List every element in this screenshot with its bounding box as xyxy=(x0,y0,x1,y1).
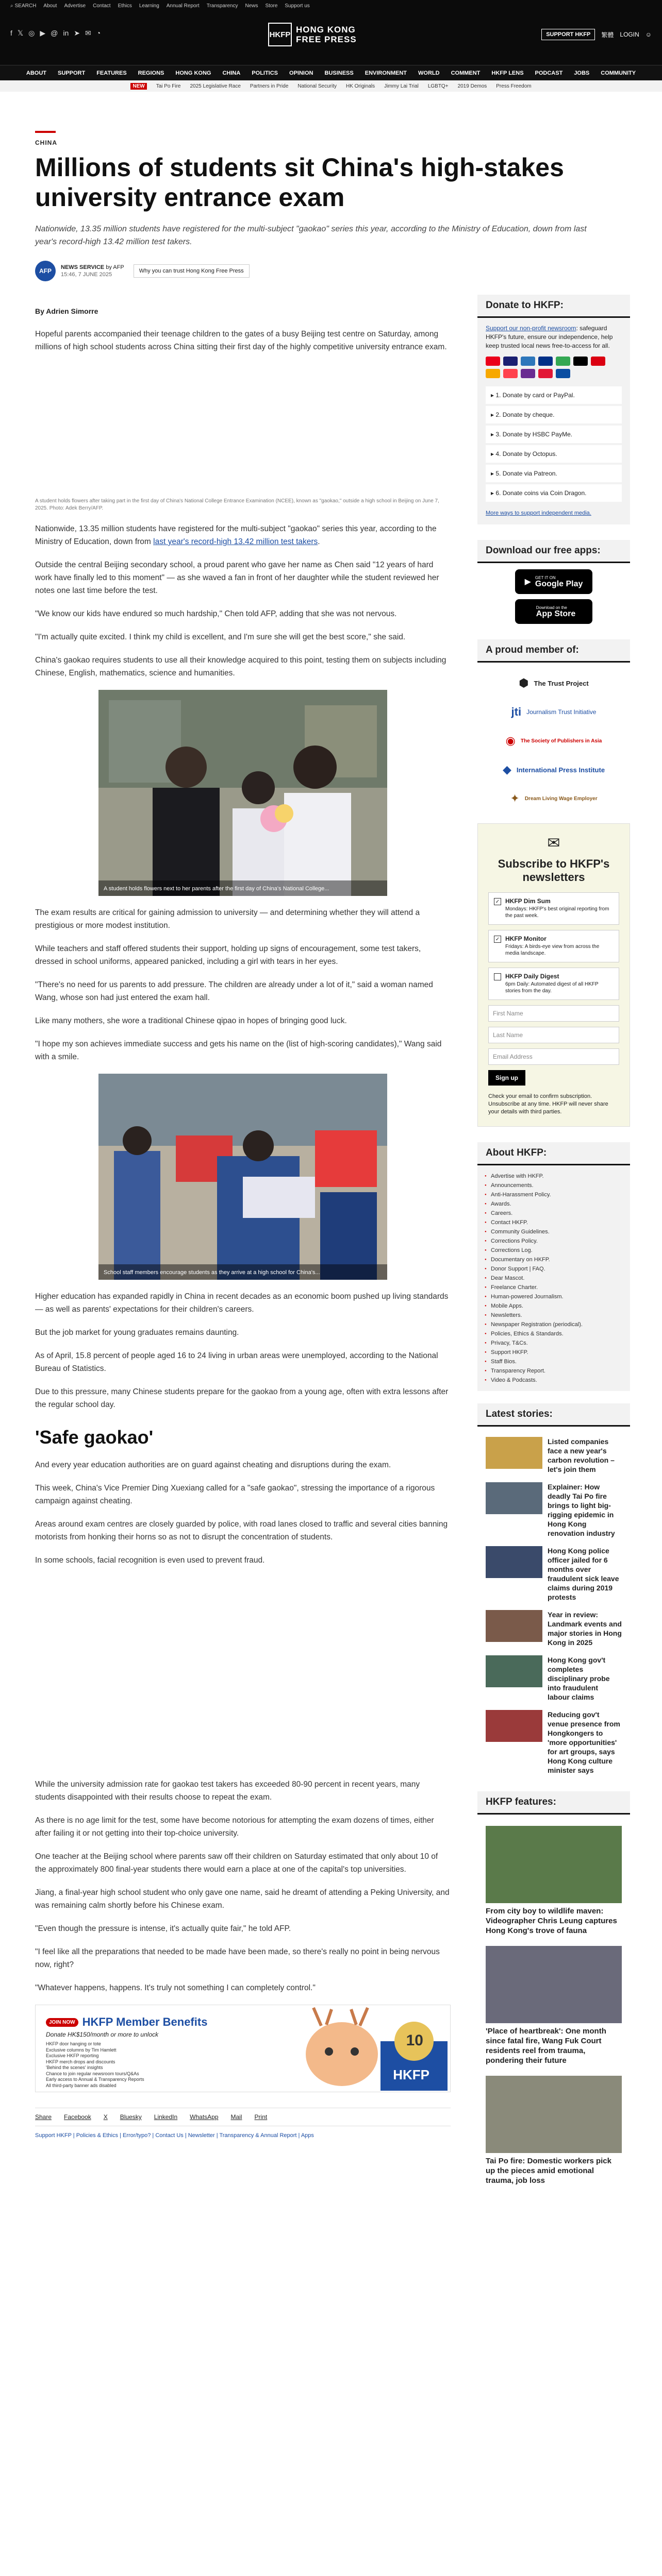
paragraph: In some schools, facial recognition is even used to prevent fraud. xyxy=(35,1556,265,1565)
about-link[interactable]: ● Careers. xyxy=(477,1209,630,1218)
rss-icon[interactable]: ◔ xyxy=(96,29,101,37)
instagram-icon[interactable]: ◎ xyxy=(28,29,35,37)
share-bluesky[interactable]: Bluesky xyxy=(120,2113,142,2121)
benefit-item: Exclusive HKFP reporting xyxy=(46,2053,99,2058)
share-mail[interactable]: Mail xyxy=(230,2113,242,2121)
source-label: NEWS SERVICE xyxy=(61,264,105,270)
new-badge: NEW xyxy=(130,83,146,90)
signup-button[interactable]: Sign up xyxy=(488,1070,525,1086)
paragraph: "We know our kids have endured so much hardship," Chen told AFP, adding that she was not nervous. xyxy=(35,609,397,618)
photo-staff xyxy=(98,1074,387,1280)
trending-item[interactable]: Tai Po Fire xyxy=(156,83,181,89)
publish-date: 15:46, 7 JUNE 2025 xyxy=(61,272,112,278)
latest-story[interactable]: Reducing gov't venue presence from Hongkongers to 'more opportunities' for art groups, says Hong Kong culture minister says xyxy=(477,1706,630,1779)
donate-option[interactable]: ▸ 3. Donate by HSBC PayMe. xyxy=(486,426,622,443)
nav-comment[interactable]: COMMENT xyxy=(451,70,481,76)
about-link[interactable]: ● Human-powered Journalism. xyxy=(477,1292,630,1301)
topbar-store[interactable]: Store xyxy=(265,3,278,9)
topbar-support[interactable]: Support us xyxy=(285,3,310,9)
share-whatsapp[interactable]: WhatsApp xyxy=(190,2113,219,2121)
latest-story[interactable]: Explainer: How deadly Tai Po fire brings to light big-rigging epidemic in Hong Kong renovation industry xyxy=(477,1478,630,1542)
trending-item[interactable]: Jimmy Lai Trial xyxy=(384,83,419,89)
user-icon[interactable]: ☺ xyxy=(645,31,652,38)
benefit-item: All third-party banner ads disabled xyxy=(46,2082,117,2088)
paragraph: China's gaokao requires students to use all their knowledge acquired to this point, testing them on subjects including Chinese, English, mathematics, science and humanities. xyxy=(35,656,446,677)
donate-intro-link[interactable]: Support our non-profit newsroom xyxy=(486,325,576,332)
paragraph: As of April, 15.8 percent of people aged 16 to 24 living in urban areas were unemployed, according to the National Bureau of Statistics. xyxy=(35,1351,438,1373)
google-play-icon: ▶ xyxy=(524,578,531,586)
site-logo[interactable] xyxy=(268,23,357,46)
nav-regions[interactable]: REGIONS xyxy=(138,70,164,76)
nav-hkfp-lens[interactable]: HKFP LENS xyxy=(491,70,524,76)
article-standfirst: Nationwide, 13.35 million students have registered for the multi-subject "gaokao" series this year, according to the Ministry of Education, down from last year's record-high 13.42 million test takers. xyxy=(35,225,587,246)
feature-image xyxy=(486,2076,622,2153)
topbar-advertise[interactable]: Advertise xyxy=(64,3,86,9)
story-thumbnail xyxy=(486,1546,542,1578)
banner-title: HKFP Member Benefits xyxy=(82,2015,208,2028)
youtube-icon[interactable]: ▶ xyxy=(40,29,46,37)
trending-item[interactable]: LGBTQ+ xyxy=(427,83,449,89)
agency-avatar: AFP xyxy=(35,261,56,281)
trust-button[interactable]: Why you can trust Hong Kong Free Press xyxy=(134,264,250,278)
topbar-news[interactable]: News xyxy=(245,3,258,9)
paragraph: Hopeful parents accompanied their teenage children to the gates of a busy Beijing test centre on Saturday, among millions of high school students across China sitting their first day of the highly competitive university entrance exam. xyxy=(35,330,447,351)
article-category[interactable]: CHINA xyxy=(35,139,57,146)
about-link[interactable]: ● Announcements. xyxy=(477,1181,630,1190)
paragraph: Like many mothers, she wore a traditional Chinese qipao in hopes of bringing good luck. xyxy=(35,1016,347,1025)
donate-option[interactable]: ▸ 6. Donate coins via Coin Dragon. xyxy=(486,484,622,502)
members-box xyxy=(477,639,630,813)
about-link[interactable]: ● Documentary on HKFP. xyxy=(477,1255,630,1264)
benefit-item: Exclusive columns by Tim Hamlett xyxy=(46,2047,117,2053)
paragraph: Areas around exam centres are closely guarded by police, with road lanes closed to traffic and several cities banning motorists from honking their horns so as not to disrupt the concentration of students. xyxy=(35,1520,448,1541)
nav-features[interactable]: FEATURES xyxy=(96,70,127,76)
article-header xyxy=(0,92,662,281)
about-link[interactable]: ● Advertise with HKFP. xyxy=(477,1172,630,1181)
payme-icon xyxy=(591,357,605,366)
photo-caption: A student holds flowers after taking part in the first day of China's National College Entrance Examination (NCEE), known as "gaokao," outside a high school in Beijing on June 7, 2025. Photo: Adek Berry/AFP. xyxy=(35,498,439,511)
share-print[interactable]: Print xyxy=(254,2113,268,2121)
trending-item[interactable]: 2025 Legislative Race xyxy=(190,83,241,89)
newsletter-checkbox[interactable] xyxy=(494,973,501,980)
donate-option[interactable]: ▸ 4. Donate by Octopus. xyxy=(486,445,622,463)
about-title: About HKFP: xyxy=(477,1142,630,1165)
share-x[interactable]: X xyxy=(103,2113,108,2121)
trust-project-logo[interactable]: ⬢ The Trust Project xyxy=(519,676,589,689)
trending-bar xyxy=(0,80,662,92)
donate-more-link[interactable]: More ways to support independent media. xyxy=(486,510,591,516)
trending-item[interactable]: Partners in Pride xyxy=(250,83,289,89)
nav-community[interactable]: COMMUNITY xyxy=(601,70,636,76)
about-link[interactable]: ● Awards. xyxy=(477,1199,630,1209)
about-link[interactable]: ● Support HKFP. xyxy=(477,1348,630,1357)
ad-space xyxy=(35,364,451,493)
about-link[interactable]: ● Community Guidelines. xyxy=(477,1227,630,1236)
latest-box xyxy=(477,1403,630,1779)
newsletter-footnote: Check your email to confirm subscription. Unsubscribe at any time. HKFP will never share your details with third parties. xyxy=(488,1093,608,1115)
member-benefits-banner[interactable] xyxy=(35,2005,451,2092)
about-link[interactable]: ● Anti-Harassment Policy. xyxy=(477,1190,630,1199)
benefit-item: HKFP merch drops and discounts xyxy=(46,2059,115,2064)
jti-icon: jti xyxy=(511,705,522,718)
search-icon: ⌕ xyxy=(10,3,13,9)
paragraph: This week, China's Vice Premier Ding Xuexiang called for a "safe gaokao", stressing the importance of a rigorous campaign against cheating. xyxy=(35,1484,435,1505)
anniversary-number: 10 xyxy=(406,2032,423,2049)
newsletter-checkbox[interactable]: ✓ xyxy=(494,936,501,943)
newsletter-option[interactable]: ✓ HKFP Dim Sum Mondays: HKFP's best original reporting from the past week. xyxy=(488,892,619,925)
nav-business[interactable]: BUSINESS xyxy=(324,70,354,76)
paragraph: The exam results are critical for gaining admission to university — and determining whether they will attend a prestigious or more modest institution. xyxy=(35,908,420,930)
living-wage-icon: ✦ xyxy=(510,792,520,805)
latest-story[interactable]: Year in review: Landmark events and major stories in Hong Kong in 2025 xyxy=(477,1606,630,1651)
site-header xyxy=(0,11,662,65)
trending-item[interactable]: Press Freedom xyxy=(496,83,532,89)
octopus-icon xyxy=(486,369,500,378)
banner-subtitle: Donate HK$150/month or more to unlock xyxy=(46,2031,159,2038)
paragraph: But the job market for young graduates remains daunting. xyxy=(35,1328,239,1337)
mastercard-icon xyxy=(486,357,500,366)
article-photo-2[interactable] xyxy=(98,1074,387,1280)
donate-option[interactable]: ▸ 1. Donate by card or PayPal. xyxy=(486,386,622,404)
logo-line-2: FREE PRESS xyxy=(296,35,357,44)
accent-bar xyxy=(35,131,56,133)
paragraph: Due to this pressure, many Chinese students prepare for the gaokao from a young age, often with extra lessons after the regular school day. xyxy=(35,1387,449,1409)
section-heading: 'Safe gaokao' xyxy=(35,1427,154,1448)
about-link[interactable]: ● Video & Podcasts. xyxy=(477,1376,630,1385)
join-now-badge[interactable]: JOIN NOW xyxy=(46,2018,78,2027)
language-switch[interactable]: 繁體 xyxy=(601,31,614,39)
x-icon[interactable]: 𝕏 xyxy=(17,29,24,37)
patreon-icon xyxy=(503,369,518,378)
article-body xyxy=(35,295,451,2139)
newsletter-option[interactable]: ✓ HKFP Monitor Fridays: A birds-eye view from across the media landscape. xyxy=(488,930,619,962)
ipi-logo[interactable]: ◆ International Press Institute xyxy=(502,763,605,776)
members-title: A proud member of: xyxy=(477,639,630,663)
google-play-button[interactable]: ▶ GET IT ON Google Play xyxy=(515,569,592,594)
applepay-icon xyxy=(573,357,588,366)
share-label: Share xyxy=(35,2113,52,2121)
feature-story[interactable]: From city boy to wildlife maven: Videographer Chris Leung captures Hong Kong's trove of fauna xyxy=(477,1821,630,1941)
nav-about[interactable]: ABOUT xyxy=(26,70,46,76)
topbar-transparency[interactable]: Transparency xyxy=(206,3,238,9)
features-title: HKFP features: xyxy=(477,1791,630,1815)
story-thumbnail xyxy=(486,1482,542,1514)
about-link[interactable]: ● Mobile Apps. xyxy=(477,1301,630,1311)
feature-story[interactable]: 'Place of heartbreak': One month since fatal fire, Wang Fuk Court residents reel from trauma, pondering their future xyxy=(477,1941,630,2071)
story-thumbnail xyxy=(486,1437,542,1469)
email-field[interactable]: Email Address xyxy=(488,1048,619,1065)
top-utility-bar xyxy=(0,0,662,11)
story-thumbnail xyxy=(486,1710,542,1742)
trending-item[interactable]: 2019 Demos xyxy=(457,83,487,89)
unionpay-icon xyxy=(538,369,553,378)
feature-image xyxy=(486,1826,622,1903)
features-box xyxy=(477,1791,630,2191)
newsletter-title: Subscribe to HKFP's newsletters xyxy=(498,857,610,884)
living-wage-logo[interactable]: ✦ Dream Living Wage Employer xyxy=(510,792,598,805)
visa-icon xyxy=(503,357,518,366)
paragraph: As there is no age limit for the test, some have become notorious for attempting the exam dozens of times, either after failing it or not getting into their top-choice university. xyxy=(35,1816,434,1838)
trending-item[interactable]: HK Originals xyxy=(345,83,375,89)
payment-icons xyxy=(477,350,630,384)
amex-icon xyxy=(521,357,535,366)
login-link[interactable]: LOGIN xyxy=(620,31,639,38)
sopa-icon: ◉ xyxy=(505,734,516,747)
trust-project-icon: ⬢ xyxy=(519,676,529,689)
nav-podcast[interactable]: PODCAST xyxy=(535,70,563,76)
article-photo-1[interactable] xyxy=(98,690,387,896)
newsletter-hkfp-icon: ✉ xyxy=(547,835,560,852)
about-link[interactable]: ● Donor Support | FAQ. xyxy=(477,1264,630,1274)
apps-title: Download our free apps: xyxy=(477,540,630,563)
share-bar xyxy=(35,2108,451,2126)
ad-space xyxy=(35,1577,451,1773)
photo-caption-overlay: A student holds flowers next to her parents after the first day of China's National College... xyxy=(104,886,329,892)
article-title: Millions of students sit China's high-stakes university entrance exam xyxy=(35,153,564,212)
logo-line-1: HONG KONG xyxy=(296,25,356,35)
paragraph: While the university admission rate for gaokao test takers has exceeded 80-90 percent in recent years, many students disappointed with their results choose to repeat the exam. xyxy=(35,1780,420,1802)
nav-support[interactable]: SUPPORT xyxy=(58,70,86,76)
topbar-ethics[interactable]: Ethics xyxy=(118,3,132,9)
nav-opinion[interactable]: OPINION xyxy=(289,70,313,76)
about-link[interactable]: ● Newsletters. xyxy=(477,1311,630,1320)
facebook-icon[interactable]: f xyxy=(10,29,12,37)
donate-title: Donate to HKFP: xyxy=(477,295,630,318)
last-name-field[interactable]: Last Name xyxy=(488,1027,619,1043)
share-linkedin[interactable]: LinkedIn xyxy=(154,2113,178,2121)
paragraph: While teachers and staff offered students their support, holding up signs of encouragement, some test takers, dressed in school uniforms, appeared panicked, including a girl with tears in her eyes. xyxy=(35,944,421,966)
about-link[interactable]: ● Policies, Ethics & Standards. xyxy=(477,1329,630,1338)
sidebar xyxy=(477,295,630,2191)
paragraph: Jiang, a final-year high school student who only gave one name, said he dreamt of attending a Peking University, and was remaining calm shortly before his Chinese exam. xyxy=(35,1888,450,1910)
paragraph: "There's no need for us parents to add pressure. The children are already under a lot of it," said a woman named Wang, whose son had just entered the exam hall. xyxy=(35,980,433,1002)
topbar-about[interactable]: About xyxy=(43,3,57,9)
benefit-item: HKFP door hanging or tote xyxy=(46,2041,101,2046)
social-icons xyxy=(10,29,101,38)
nav-hong-kong[interactable]: HONG KONG xyxy=(175,70,211,76)
story-thumbnail xyxy=(486,1655,542,1687)
byline: By Adrien Simorre xyxy=(35,307,98,315)
search-link[interactable]: ⌕ SEARCH xyxy=(10,3,37,9)
jti-logo[interactable]: jti Journalism Trust Initiative xyxy=(511,705,597,718)
about-link[interactable]: ● Dear Mascot. xyxy=(477,1274,630,1283)
latest-story[interactable]: Hong Kong police officer jailed for 6 months over fraudulent sick leave claims during 2019 protests xyxy=(477,1542,630,1606)
inline-link[interactable]: last year's record-high 13.42 million test takers xyxy=(153,537,318,546)
about-link[interactable]: ● Corrections Log. xyxy=(477,1246,630,1255)
agency-name[interactable]: AFP xyxy=(113,264,124,270)
paragraph: "I hope my son achieves immediate success and gets his name on the (list of high-scoring candidates)," Wang said with a smile. xyxy=(35,1040,442,1061)
photo-family xyxy=(98,690,387,896)
donate-box: Donate to HKFP: Support our non-profit newsroom: safeguard HKFP's future, ensure our independence, help keep trusted local news free-to-access for all. ▸ 1. Donate by card or PayPal. ▸ 2. Donate by cheque. ▸ 3. Donate by HSBC PayMe. ▸ 4. Donate by Octopus. ▸ 5. Donate via Patreon. ▸ 6. Donate coins via Coin Dragon. More ways to support independent media. xyxy=(477,295,630,524)
donate-option[interactable]: ▸ 5. Donate via Patreon. xyxy=(486,465,622,482)
about-link[interactable]: ● Contact HKFP. xyxy=(477,1218,630,1227)
feature-story[interactable]: Tai Po fire: Domestic workers pick up the pieces amid emotional trauma, job loss xyxy=(477,2071,630,2191)
email-icon[interactable]: ✉ xyxy=(85,29,91,37)
source-row: AFP NEWS SERVICE by AFP 15:46, 7 JUNE 2025 Why you can trust Hong Kong Free Press xyxy=(35,261,627,281)
about-link[interactable]: ● Transparency Report. xyxy=(477,1366,630,1376)
benefit-item: 'Behind the scenes' insights xyxy=(46,2065,103,2070)
linkedin-icon[interactable]: in xyxy=(63,29,69,37)
fps-icon xyxy=(521,369,535,378)
about-link[interactable]: ● Privacy, T&Cs. xyxy=(477,1338,630,1348)
trending-item[interactable]: National Security xyxy=(297,83,337,89)
benefit-item: Early access to Annual & Transparency Reports xyxy=(46,2077,144,2082)
about-link[interactable]: ● Freelance Charter. xyxy=(477,1283,630,1292)
paragraph: "Even though the pressure is intense, it's actually quite fair," he told AFP. xyxy=(35,1924,291,1933)
paragraph: One teacher at the Beijing school where parents saw off their children on Saturday estimated that only about 10 of the approximately 800 final-year students there would earn a place at one of the capital's top universities. xyxy=(35,1852,438,1874)
newsletter-option[interactable]: HKFP Daily Digest 6pm Daily: Automated digest of all HKFP stories from the day. xyxy=(488,968,619,1000)
benefit-item: Chance to join regular newsroom tours/Q&As xyxy=(46,2071,139,2076)
app-store-button[interactable]: Download on the App Store xyxy=(515,599,592,624)
footer-links[interactable]: Support HKFP | Policies & Ethics | Error/typo? | Contact Us | Newsletter | Transparency & Annual Report | Apps xyxy=(35,2132,314,2139)
logo-mark: HKFP xyxy=(268,23,292,46)
about-box xyxy=(477,1142,630,1391)
support-hkfp-button[interactable]: SUPPORT HKFP xyxy=(541,29,595,40)
about-link[interactable]: ● Staff Bios. xyxy=(477,1357,630,1366)
sopa-logo[interactable]: ◉ The Society of Publishers in Asia xyxy=(505,734,602,747)
telegram-icon[interactable]: ➤ xyxy=(74,29,80,37)
ipi-icon: ◆ xyxy=(502,763,511,776)
about-link[interactable]: ● Corrections Policy. xyxy=(477,1236,630,1246)
latest-story[interactable]: Hong Kong gov't completes disciplinary probe into fraudulent labour claims xyxy=(477,1651,630,1706)
paragraph: Nationwide, 13.35 million students have registered for the multi-subject "gaokao" series this year, according to the Ministry of Education, down from last year's record-high 13.42 million test takers. xyxy=(35,524,437,546)
nav-china[interactable]: CHINA xyxy=(222,70,241,76)
newsletter-checkbox[interactable]: ✓ xyxy=(494,898,501,905)
paragraph: And every year education authorities are on guard against cheating and disruptions during the exam. xyxy=(35,1461,391,1469)
latest-title: Latest stories: xyxy=(477,1403,630,1427)
paragraph: "I feel like all the preparations that needed to be made have been made, so there's really no point in being nervous now, right? xyxy=(35,1947,440,1969)
nav-politics[interactable]: POLITICS xyxy=(252,70,278,76)
topbar-contact[interactable]: Contact xyxy=(93,3,111,9)
nav-world[interactable]: WORLD xyxy=(418,70,440,76)
paragraph: "Whatever happens, happens. It's truly not something I can completely control." xyxy=(35,1984,316,1992)
first-name-field[interactable]: First Name xyxy=(488,1005,619,1022)
gpay-icon xyxy=(556,357,570,366)
story-thumbnail xyxy=(486,1610,542,1642)
topbar-annual-report[interactable]: Annual Report xyxy=(166,3,200,9)
topbar-learning[interactable]: Learning xyxy=(139,3,159,9)
threads-icon[interactable]: @ xyxy=(51,29,58,37)
nav-environment[interactable]: ENVIRONMENT xyxy=(365,70,407,76)
photo-caption-overlay: School staff members encourage students as they arrive at a high school for China's... xyxy=(104,1269,320,1276)
paragraph: Outside the central Beijing secondary school, a proud parent who gave her name as Chen said "12 years of hard work have finally led to this moment" — as she waved a fan in front of her daughter while the student reviewed her notes one last time before the test. xyxy=(35,561,439,595)
feature-image xyxy=(486,1946,622,2023)
apps-box xyxy=(477,540,630,629)
newsletter-box xyxy=(477,823,630,1127)
banner-hkfp-logo: HKFP xyxy=(393,2067,429,2082)
share-facebook[interactable]: Facebook xyxy=(64,2113,91,2121)
paragraph: "I'm actually quite excited. I think my child is excellent, and I'm sure she will get the best score," she said. xyxy=(35,633,406,641)
main-nav xyxy=(0,65,662,80)
jcb-icon xyxy=(556,369,570,378)
paragraph: Higher education has expanded rapidly in China in recent decades as an economic boom pushed up living standards — as well as parents' expectations for their children's careers. xyxy=(35,1292,449,1314)
donate-option[interactable]: ▸ 2. Donate by cheque. xyxy=(486,406,622,423)
nav-jobs[interactable]: JOBS xyxy=(574,70,590,76)
about-link[interactable]: ● Newspaper Registration (periodical). xyxy=(477,1320,630,1329)
latest-story[interactable]: Listed companies face a new year's carbon revolution – let's join them xyxy=(477,1433,630,1478)
paypal-icon xyxy=(538,357,553,366)
